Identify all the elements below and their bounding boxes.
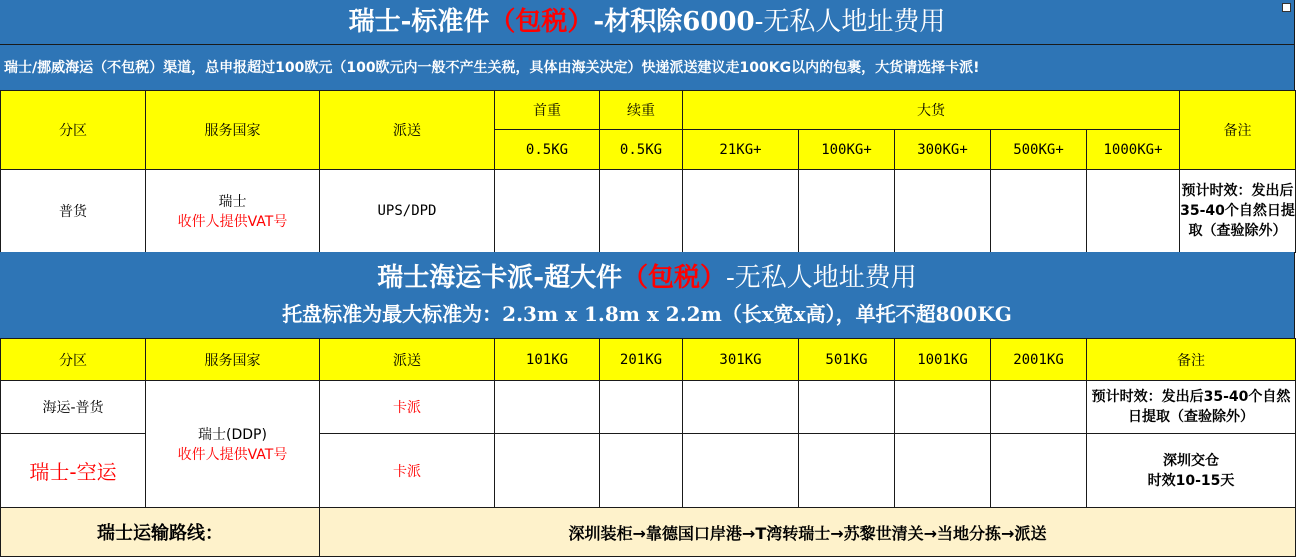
weight-tier-2001kg: 2001KG [991, 339, 1087, 381]
row-zone: 瑞士-空运 [1, 434, 146, 508]
weight-tier-1001kg: 1001KG [895, 339, 991, 381]
header-remark: 备注 [1180, 91, 1296, 170]
route-table [0, 507, 1296, 557]
header-delivery: 派送 [320, 91, 495, 170]
weight-tier-300kg: 300KG+ [895, 130, 991, 170]
header-first-weight: 首重 [495, 91, 600, 130]
header-extra-weight: 续重 [600, 91, 683, 130]
price-cell [495, 170, 600, 253]
section1-table [0, 90, 1296, 253]
section1-title-part3: -无私人地址费用 [754, 7, 946, 37]
country-name: 瑞士 [218, 194, 247, 210]
row-zone: 海运-普货 [1, 381, 146, 434]
price-cell [683, 434, 799, 508]
section2-title-red: （包税） [621, 263, 726, 293]
weight-tier-first: 0.5KG [495, 130, 600, 170]
weight-tier-21kg: 21KG+ [683, 130, 799, 170]
section1-title [0, 6, 1294, 38]
price-cell [600, 381, 683, 434]
header-delivery: 派送 [320, 339, 495, 381]
remark-line1: 深圳交仓 [1163, 452, 1219, 469]
price-cell [895, 170, 991, 253]
row-delivery: UPS/DPD [320, 170, 495, 253]
remark-line2: 时效10-15天 [1147, 472, 1235, 489]
section1-title-band [0, 0, 1295, 44]
country-name: 瑞士(DDP) [198, 427, 267, 443]
price-cell [495, 381, 600, 434]
price-cell [683, 170, 799, 253]
row-delivery: 卡派 [320, 434, 495, 508]
weight-tier-501kg: 501KG [799, 339, 895, 381]
header-bulk: 大货 [683, 91, 1180, 130]
price-cell [991, 381, 1087, 434]
weight-tier-100kg: 100KG+ [799, 130, 895, 170]
price-cell [895, 434, 991, 508]
section2-title-part1: 瑞士海运卡派-超大件 [377, 263, 622, 293]
corner-marker-icon [1282, 3, 1291, 12]
section2-title-part2: -无私人地址费用 [726, 263, 917, 293]
table-row [1, 170, 1296, 253]
header-country: 服务国家 [146, 339, 320, 381]
price-cell [799, 381, 895, 434]
header-remark: 备注 [1087, 339, 1296, 381]
row-delivery: 卡派 [320, 381, 495, 434]
weight-tier-201kg: 201KG [600, 339, 683, 381]
row-zone: 普货 [1, 170, 146, 253]
route-label: 瑞士运输路线： [1, 508, 320, 557]
country-vat-note: 收件人提供VAT号 [177, 214, 288, 230]
weight-tier-301kg: 301KG [683, 339, 799, 381]
row-country [146, 170, 320, 253]
section2-subtitle: 托盘标准为最大标准为：2.3m x 1.8m x 2.2m（长x宽x高），单托不超800KG [282, 302, 1012, 326]
section1-notice: 瑞士/挪威海运（不包税）渠道，总申报超过100欧元（100欧元内一般不产生关税，具体由海关决定）快递派送建议走100KG以内的包裹，大货请选择卡派! [4, 60, 980, 76]
table-row [1, 381, 1296, 434]
section1-title-part1: 瑞士-标准件 [348, 7, 490, 37]
row-remark: 预计时效：发出后35-40个自然日提取（查验除外） [1180, 170, 1296, 253]
section1-title-part2: -材积除6000 [593, 7, 755, 37]
weight-tier-1000kg: 1000KG+ [1087, 130, 1180, 170]
weight-tier-101kg: 101KG [495, 339, 600, 381]
price-cell [600, 434, 683, 508]
header-zone: 分区 [1, 91, 146, 170]
section2-table [0, 338, 1296, 508]
row-country [146, 381, 320, 508]
section2-title [0, 261, 1294, 295]
country-vat-note: 收件人提供VAT号 [177, 447, 288, 463]
section2-title-band [0, 252, 1295, 338]
price-cell [895, 381, 991, 434]
price-cell [1087, 170, 1180, 253]
weight-tier-extra: 0.5KG [600, 130, 683, 170]
weight-tier-500kg: 500KG+ [991, 130, 1087, 170]
price-cell [799, 434, 895, 508]
price-cell [991, 434, 1087, 508]
price-cell [799, 170, 895, 253]
route-path: 深圳装柜→靠德国口岸港→T湾转瑞士→苏黎世清关→当地分拣→派送 [320, 508, 1296, 557]
header-zone: 分区 [1, 339, 146, 381]
section1-title-red: （包税） [489, 7, 594, 37]
row-remark: 预计时效：发出后35-40个自然日提取（查验除外） [1087, 381, 1296, 434]
row-remark [1087, 434, 1296, 508]
header-country: 服务国家 [146, 91, 320, 170]
price-cell [683, 381, 799, 434]
price-cell [991, 170, 1087, 253]
price-cell [495, 434, 600, 508]
section1-notice-band [0, 44, 1295, 90]
price-cell [600, 170, 683, 253]
